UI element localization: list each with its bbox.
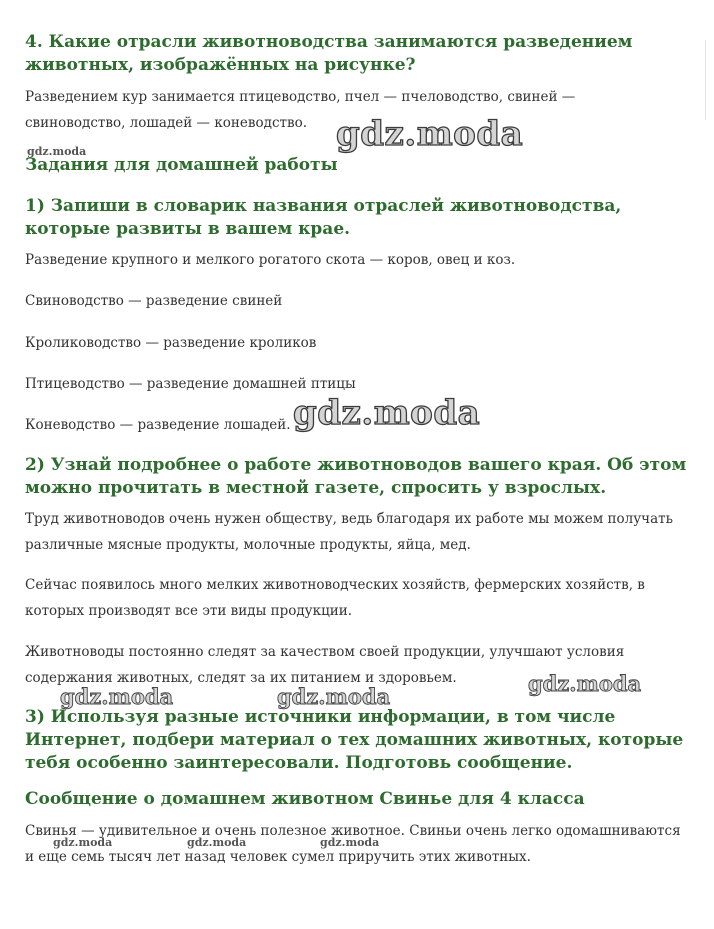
watermark-small: gdz.moda <box>187 836 247 849</box>
watermark-small: gdz.moda <box>320 836 380 849</box>
question-4-heading: 4. Какие отрасли животноводства занимаются разведением животных, изображённых на рисунке? <box>25 32 633 75</box>
task-1-paragraph: Коневодство — разведение лошадей. <box>25 417 291 433</box>
homework-heading: Задания для домашней работы <box>25 155 338 175</box>
task-2-paragraph: Животноводы постоянно следят за качеством своей продукции, улучшают условия содержания животных, следят за их питанием и здоровьем. <box>25 644 625 686</box>
question-4-answer: Разведением кур занимается птицеводство, пчел — пчеловодство, свиней — свиноводство, лошадей — коневодство. <box>25 89 576 131</box>
watermark-small: gdz.moda <box>27 145 87 158</box>
watermark-small: gdz.moda <box>53 836 113 849</box>
watermark-medium: gdz.moda <box>60 684 174 709</box>
task-3-heading: 3) Используя разные источники информации, в том числе Интернет, подбери материал о тех домашних животных, которые тебя особенно заинтересовали. Подготовь сообщение. <box>25 707 684 773</box>
task-1-paragraph: Разведение крупного и мелкого рогатого скота — коров, овец и коз. <box>25 252 516 268</box>
task-1-paragraph: Кролиководство — разведение кроликов <box>25 335 317 351</box>
task-1-paragraph: Птицеводство — разведение домашней птицы <box>25 376 356 392</box>
report-paragraph: Свинья — удивительное и очень полезное животное. Свиньи очень легко одомашниваются и еще семь тысяч лет назад человек сумел приручить этих животных. <box>25 823 681 865</box>
cut-off-text-line <box>248 883 408 891</box>
task-2-paragraph: Сейчас появилось много мелких животноводческих хозяйств, фермерских хозяйств, в которых производят все эти виды продукции. <box>25 577 645 619</box>
task-2-paragraph: Труд животноводов очень нужен обществу, ведь благодаря их работе мы можем получать различные мясные продукты, молочные продукты, яйца, мед. <box>25 511 673 553</box>
task-1-paragraph: Свиноводство — разведение свиней <box>25 293 283 309</box>
watermark-medium: gdz.moda <box>528 671 642 696</box>
page-edge-divider <box>705 40 706 120</box>
task-2-heading: 2) Узнай подробнее о работе животноводов вашего края. Об этом можно прочитать в местной газете, спросить у взрослых. <box>25 455 687 498</box>
report-heading: Сообщение о домашнем животном Свинье для 4 класса <box>25 789 585 809</box>
task-1-heading: 1) Запиши в словарик названия отраслей животноводства, которые развиты в вашем крае. <box>25 196 622 239</box>
watermark-large: gdz.moda <box>336 114 524 154</box>
watermark-large: gdz.moda <box>293 393 481 433</box>
watermark-medium: gdz.moda <box>277 684 391 709</box>
